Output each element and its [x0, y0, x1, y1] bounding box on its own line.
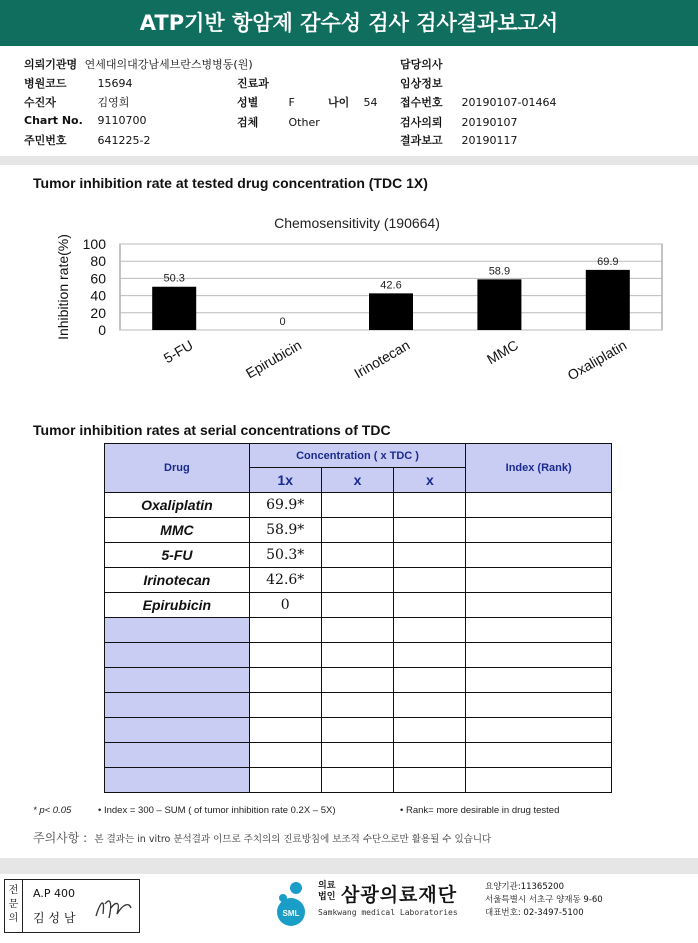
- drug-name: MMC: [105, 518, 250, 543]
- bar: [586, 270, 630, 330]
- value-1x: 69.9*: [249, 493, 321, 518]
- info-label: 성별: [237, 96, 259, 109]
- info-row-age: [328, 94, 378, 110]
- chart-title: Chemosensitivity (190664): [274, 215, 440, 231]
- y-axis-label: Inhibition rate(%): [55, 234, 71, 340]
- info-label: 임상정보: [400, 77, 443, 90]
- info-label: 나이: [328, 96, 350, 109]
- y-tick-label: 100: [82, 236, 106, 252]
- value-1x: 58.9*: [249, 518, 321, 543]
- value-cell: [394, 518, 466, 543]
- contact-line: 요양기관:11365200: [485, 882, 564, 892]
- info-row-chart-no: [24, 114, 147, 127]
- value-cell: [394, 493, 466, 518]
- bar: [369, 293, 413, 330]
- empty-drug-cell: [105, 718, 250, 743]
- info-label: Chart No.: [24, 114, 83, 127]
- conc-col-2: x: [321, 468, 394, 493]
- info-row-request-date: [400, 114, 518, 130]
- data-label: 42.6: [380, 279, 402, 292]
- bar: [477, 279, 521, 330]
- table-row: [105, 543, 612, 568]
- footnote-p-value: * p< 0.05: [33, 805, 72, 816]
- value-cell: [394, 593, 466, 618]
- value-cell: [321, 568, 394, 593]
- info-label: 결과보고: [400, 134, 443, 147]
- x-tick-label: Irinotecan: [351, 336, 413, 382]
- contact-line: 서울특별시 서초구 양재동 9-60: [485, 895, 603, 905]
- info-label: 병원코드: [24, 77, 67, 90]
- empty-row: [105, 668, 612, 693]
- empty-drug-cell: [105, 668, 250, 693]
- value-cell: [321, 493, 394, 518]
- info-label: 수진자: [24, 96, 56, 109]
- x-tick-label: MMC: [483, 336, 521, 368]
- data-label: 0: [279, 316, 286, 328]
- y-tick-label: 60: [90, 270, 106, 287]
- signature-image: [93, 894, 135, 922]
- info-value: 20190117: [461, 134, 518, 147]
- doctor-code: A.P 400: [33, 887, 75, 900]
- drug-name: Epirubicin: [105, 593, 250, 618]
- info-row-hospital-code: [24, 75, 133, 91]
- info-value: Other: [288, 116, 320, 129]
- org-name: 삼광의료재단: [341, 884, 458, 906]
- info-label: 의뢰기관명: [24, 58, 78, 71]
- index-cell: [466, 593, 612, 618]
- empty-row: [105, 743, 612, 768]
- y-tick-label: 80: [90, 253, 106, 270]
- info-row-specimen: [237, 114, 320, 130]
- empty-row: [105, 693, 612, 718]
- bar: [152, 287, 196, 330]
- empty-row: [105, 618, 612, 643]
- empty-row: [105, 643, 612, 668]
- x-tick-label: Epirubicin: [242, 336, 305, 382]
- signature-box: [4, 879, 140, 933]
- table-row: [105, 568, 612, 593]
- empty-drug-cell: [105, 693, 250, 718]
- info-row-patient: [24, 94, 129, 110]
- org-english-name: Samkwang medical Laboratories: [318, 908, 458, 917]
- info-row-receipt-no: [400, 94, 556, 110]
- info-value: 20190107: [461, 116, 518, 129]
- section-title-tdc1x: Tumor inhibition rate at tested drug concentration (TDC 1X): [33, 175, 428, 191]
- x-tick-label: 5-FU: [160, 336, 196, 367]
- value-1x: 42.6*: [249, 568, 321, 593]
- value-cell: [321, 593, 394, 618]
- info-row-attending-doctor: [400, 56, 443, 72]
- value-cell: [394, 543, 466, 568]
- empty-row: [105, 768, 612, 793]
- footnote-index: • Index = 300 – SUM ( of tumor inhibition rate 0.2X – 5X): [98, 805, 336, 816]
- value-cell: [321, 518, 394, 543]
- footnote-rank: • Rank= more desirable in drug tested: [400, 805, 560, 816]
- notice: [33, 829, 491, 846]
- y-tick-label: 40: [90, 287, 106, 304]
- info-value: F: [288, 96, 295, 109]
- conc-col-1x: 1x: [249, 468, 321, 493]
- value-cell: [394, 568, 466, 593]
- table-row: [105, 518, 612, 543]
- drug-header: Drug: [105, 444, 250, 493]
- report-title: ATP기반 항암제 감수성 검사 검사결과보고서: [0, 0, 698, 46]
- empty-drug-cell: [105, 618, 250, 643]
- info-value: 20190107-01464: [461, 96, 557, 109]
- patient-info: [0, 50, 698, 150]
- info-row-clinical-info: [400, 75, 443, 91]
- section-title-serial: Tumor inhibition rates at serial concentrations of TDC: [33, 422, 391, 438]
- empty-row: [105, 718, 612, 743]
- divider: [0, 156, 698, 165]
- contact-line: 대표번호: 02-3497-5100: [485, 908, 584, 918]
- notice-label: 주의사항 :: [33, 831, 88, 845]
- empty-drug-cell: [105, 643, 250, 668]
- info-row-resident-no: [24, 132, 150, 148]
- info-row-sex: [237, 94, 295, 110]
- info-row-requesting-institution: [24, 56, 253, 72]
- y-tick-label: 20: [90, 304, 106, 321]
- info-value: 641225-2: [97, 134, 151, 147]
- x-tick-label: Oxaliplatin: [564, 336, 630, 384]
- info-value: 15694: [97, 77, 133, 90]
- info-value: 연세대의대강남세브란스병병동(원): [84, 58, 253, 71]
- notice-text: 본 결과는 in vitro 분석결과 이므로 주치의의 진료방침에 보조적 수단으로만 활용될 수 있습니다: [94, 834, 492, 845]
- info-label: 주민번호: [24, 134, 67, 147]
- info-label: 담당의사: [400, 58, 443, 71]
- org-type-label: 의료 법인: [318, 881, 336, 902]
- data-label: 58.9: [488, 265, 511, 278]
- serial-concentration-table: [104, 443, 612, 793]
- info-value: 54: [363, 96, 378, 109]
- info-label: 검체: [237, 116, 259, 129]
- index-cell: [466, 543, 612, 568]
- specialist-label: 전문의: [5, 880, 23, 932]
- drug-name: 5-FU: [105, 543, 250, 568]
- index-cell: [466, 493, 612, 518]
- info-value: 김영희: [97, 96, 130, 109]
- sml-logo-text: SML: [282, 909, 300, 918]
- index-rank-header: Index (Rank): [466, 444, 612, 493]
- index-cell: [466, 518, 612, 543]
- data-label: 69.9: [597, 255, 619, 268]
- drug-name: Irinotecan: [105, 568, 250, 593]
- divider: [0, 858, 698, 874]
- empty-drug-cell: [105, 768, 250, 793]
- bar-chart: [40, 228, 680, 398]
- conc-col-3: x: [394, 468, 466, 493]
- sml-logo-icon: [271, 880, 315, 928]
- info-label: 진료과: [237, 77, 269, 90]
- data-label: 50.3: [163, 272, 185, 285]
- info-value: 9110700: [97, 114, 147, 127]
- index-cell: [466, 568, 612, 593]
- concentration-header: Concentration ( x TDC ): [249, 444, 466, 468]
- info-row-report-date: [400, 132, 518, 148]
- value-cell: [321, 543, 394, 568]
- info-label: 접수번호: [400, 96, 443, 109]
- value-1x: 50.3*: [249, 543, 321, 568]
- drug-name: Oxaliplatin: [105, 493, 250, 518]
- info-label: 검사의뢰: [400, 116, 443, 129]
- table-row: [105, 493, 612, 518]
- doctor-name: 김 성 남: [33, 911, 76, 925]
- contact-info: [485, 881, 603, 920]
- table-row: [105, 593, 612, 618]
- y-tick-label: 0: [98, 322, 106, 338]
- empty-drug-cell: [105, 743, 250, 768]
- info-row-department: [237, 75, 269, 91]
- value-1x: 0: [249, 593, 321, 618]
